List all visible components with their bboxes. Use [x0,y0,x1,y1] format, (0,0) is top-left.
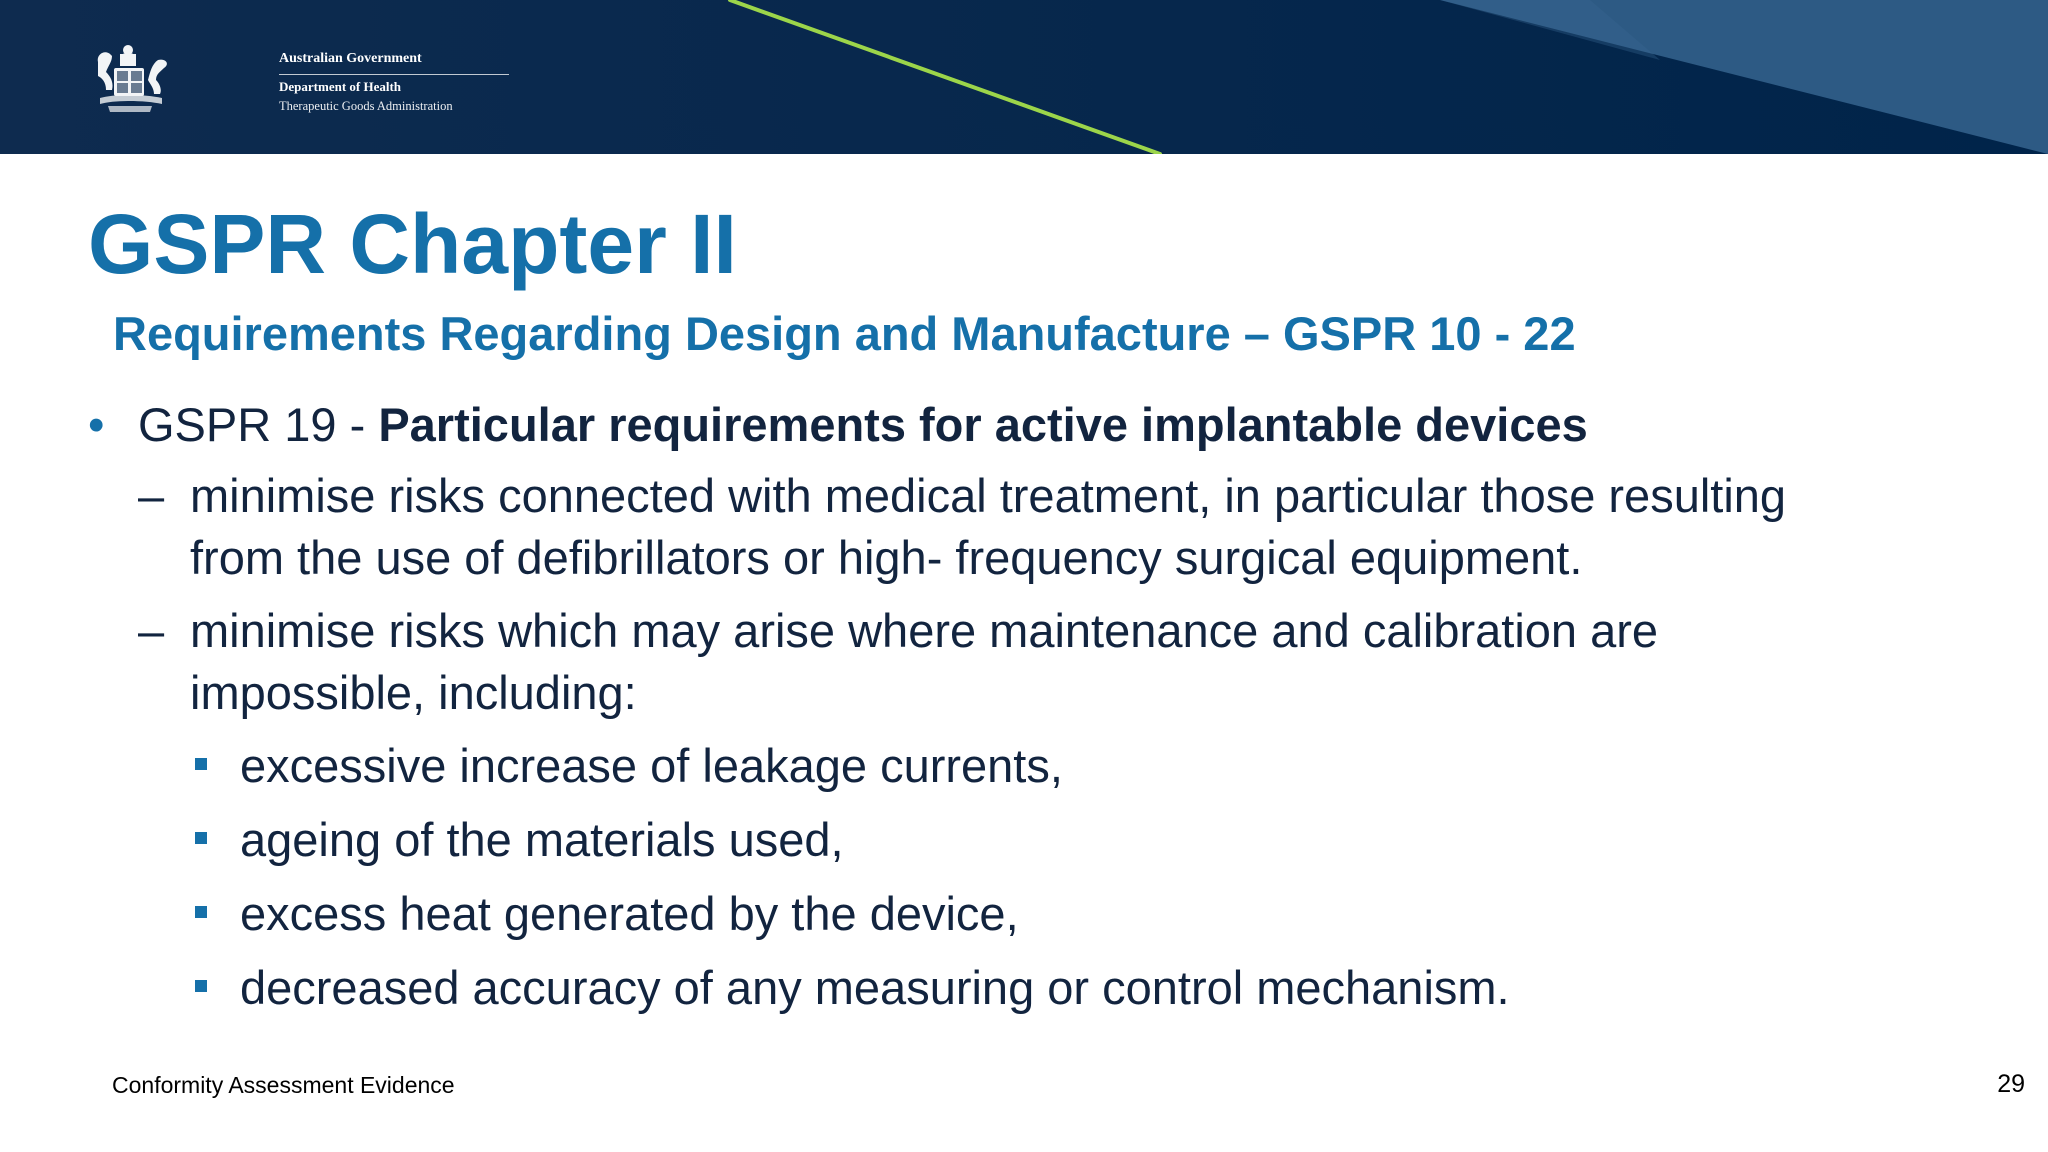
square-bullet-icon [195,758,207,770]
slide-title: GSPR Chapter II [88,197,737,291]
sub-sub-item-4: decreased accuracy of any measuring or control mechanism. [240,961,1510,1014]
dash-marker: – [138,469,165,522]
footer-title: Conformity Assessment Evidence [112,1072,455,1098]
dash-marker: – [138,604,165,657]
sub-sub-item-1: excessive increase of leakage currents, [240,739,1063,792]
bullet-bold-text: Particular requirements for active implantable devices [378,398,1588,451]
sub-item-2-line-1: minimise risks which may arise where maintenance and calibration are [190,604,1659,657]
bullet-marker: • [88,398,105,451]
square-bullet-icon [195,832,207,844]
agency-name: Therapeutic Goods Administration [279,99,453,113]
government-name: Australian Government [279,51,422,66]
sub-sub-item-3: excess heat generated by the device, [240,887,1019,940]
sub-item-1-line-1: minimise risks connected with medical treatment, in particular those resulting [190,469,1787,522]
sub-item-2-line-2: impossible, including: [190,666,637,719]
bullet-prefix: GSPR 19 - [138,398,379,451]
sub-item-1-line-2: from the use of defibrillators or high- frequency surgical equipment. [190,531,1583,584]
slide-subtitle: Requirements Regarding Design and Manufacture – GSPR 10 - 22 [113,307,1576,360]
square-bullet-icon [195,906,207,918]
department-name: Department of Health [279,79,402,94]
square-bullet-icon [195,980,207,992]
bullet-gspr-19 [138,397,1588,453]
page-number: 29 [1997,1070,2025,1098]
sub-sub-item-2: ageing of the materials used, [240,813,844,866]
